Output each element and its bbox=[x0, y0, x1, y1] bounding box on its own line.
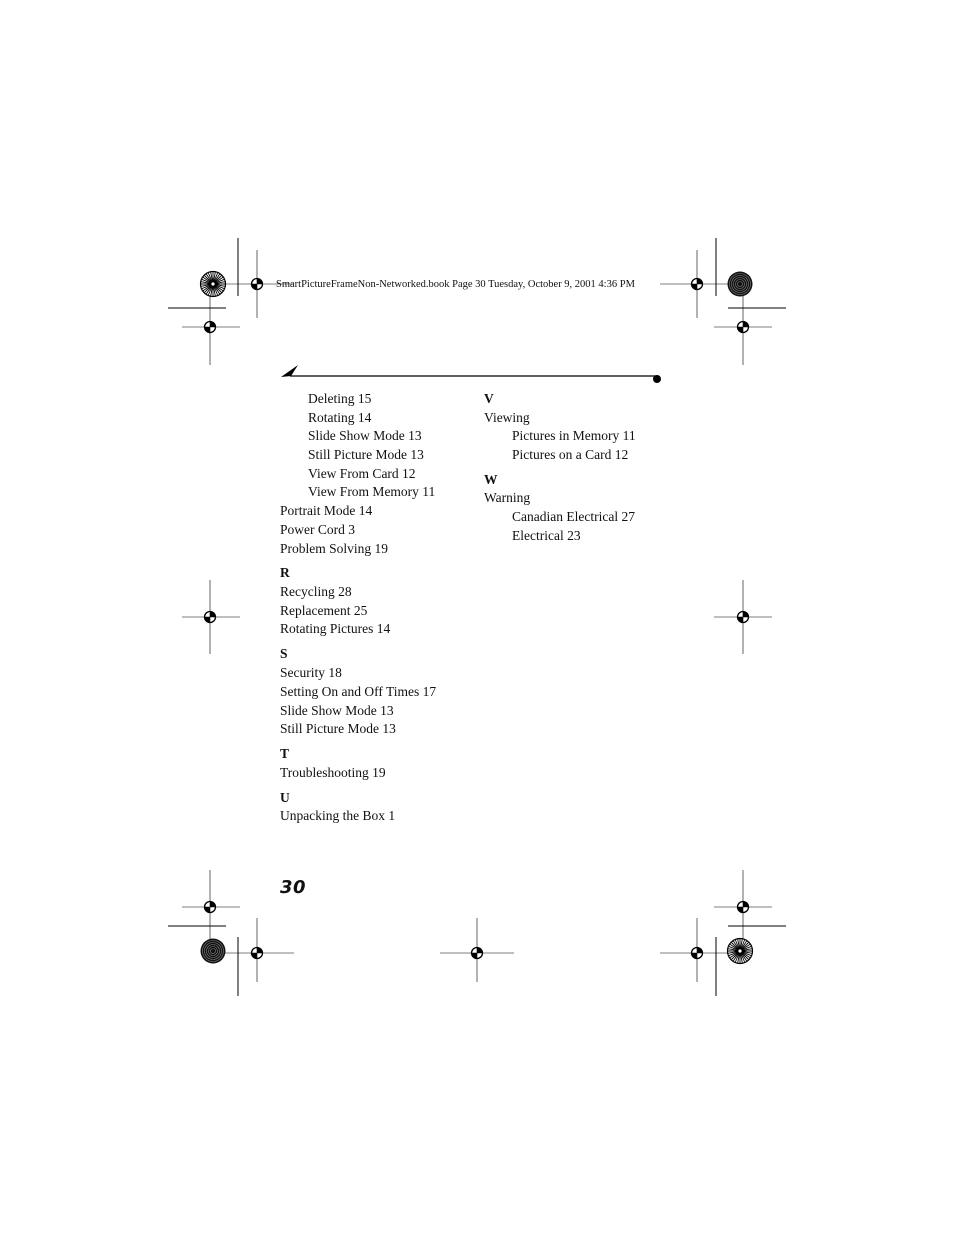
index-subentry: Pictures on a Card 12 bbox=[512, 447, 629, 462]
index-subentry: Canadian Electrical 27 bbox=[512, 509, 635, 524]
index-subentry: Pictures in Memory 11 bbox=[512, 428, 636, 443]
print-slug: SmartPictureFrameNon-Networked.book Page 30 Tuesday, October 9, 2001 4:36 PM bbox=[276, 279, 635, 290]
index-entry: Setting On and Off Times 17 bbox=[280, 684, 437, 699]
index-letter-heading: V bbox=[484, 391, 494, 406]
index-entry: Rotating Pictures 14 bbox=[280, 621, 391, 636]
index-entry: Viewing bbox=[484, 410, 530, 425]
index-entry: Still Picture Mode 13 bbox=[280, 721, 396, 736]
index-entry: Power Cord 3 bbox=[280, 522, 355, 537]
index-subentry: Deleting 15 bbox=[308, 391, 372, 406]
index-entry: Warning bbox=[484, 490, 531, 505]
index-entry: Recycling 28 bbox=[280, 584, 352, 599]
index-subentry: Rotating 14 bbox=[308, 410, 372, 425]
index-letter-heading: U bbox=[280, 790, 290, 805]
index-entry: Portrait Mode 14 bbox=[280, 503, 373, 518]
index-letter-heading: W bbox=[484, 472, 498, 487]
index-letter-heading: S bbox=[280, 646, 288, 661]
index-entry: Troubleshooting 19 bbox=[280, 765, 386, 780]
index-entry: Security 18 bbox=[280, 665, 342, 680]
index-subentry: Still Picture Mode 13 bbox=[308, 447, 424, 462]
index-subentry: Slide Show Mode 13 bbox=[308, 428, 422, 443]
index-subentry: Electrical 23 bbox=[512, 528, 581, 543]
index-letter-heading: T bbox=[280, 746, 290, 761]
index-entry: Unpacking the Box 1 bbox=[280, 808, 396, 823]
index-entry: Slide Show Mode 13 bbox=[280, 703, 394, 718]
page-number: 30 bbox=[280, 877, 307, 898]
index-subentry: View From Memory 11 bbox=[308, 484, 436, 499]
index-letter-heading: R bbox=[280, 565, 290, 580]
index-entry: Problem Solving 19 bbox=[280, 541, 389, 556]
index-subentry: View From Card 12 bbox=[308, 466, 416, 481]
index-entry: Replacement 25 bbox=[280, 603, 368, 618]
